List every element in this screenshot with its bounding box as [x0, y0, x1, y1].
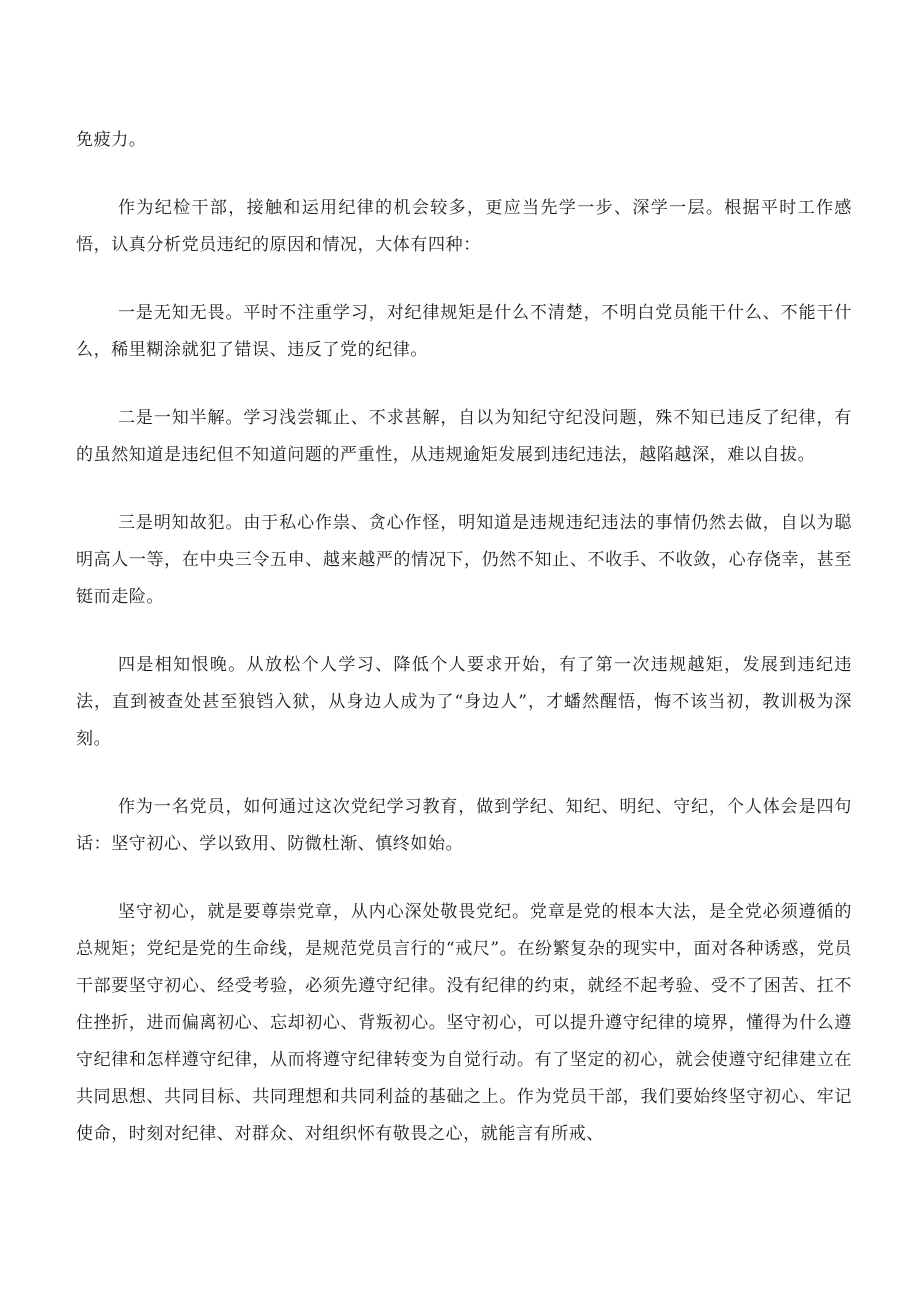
paragraph-intro: 作为纪检干部，接触和运用纪律的机会较多，更应当先学一步、深学一层。根据平时工作感悟，认真分析党员违纪的原因和情况，大体有四种：: [76, 198, 852, 255]
paragraph-summary: 作为一名党员，如何通过这次党纪学习教育，做到学纪、知纪、明纪、守纪，个人体会是四句话：坚守初心、学以致用、防微杜渐、慎终如始。: [76, 797, 852, 854]
paragraph-reason-2: 二是一知半解。学习浅尝辄止、不求甚解，自以为知纪守纪没问题，殊不知已违反了纪律，有的虽然知道是违纪但不知道问题的严重性，从违规逾矩发展到违纪违法，越陷越深，难以自拔。: [76, 408, 852, 465]
paragraph-continuation: 免疲力。: [76, 130, 147, 150]
paragraph-reason-3: 三是明知故犯。由于私心作祟、贪心作怪，明知道是违规违纪违法的事情仍然去做，自以为聪明高人一等，在中央三令五申、越来越严的情况下，仍然不知止、不收手、不收敛，心存侥幸，甚至铤而走险。: [76, 513, 852, 607]
paragraph-reason-1: 一是无知无畏。平时不注重学习，对纪律规矩是什么不清楚，不明白党员能干什么、不能干什么，稀里糊涂就犯了错误、违反了党的纪律。: [76, 303, 852, 360]
document-page: [76, 122, 852, 1184]
paragraph-keep-original-aspiration: 坚守初心，就是要尊崇党章，从内心深处敬畏党纪。党章是党的根本大法，是全党必须遵循的总规矩；党纪是党的生命线，是规范党员言行的“戒尺”。在纷繁复杂的现实中，面对各种诱惑，党员干部要坚守初心、经受考验，必须先遵守纪律。没有纪律的约束，就经不起考验、受不了困苦、扛不住挫折，进而偏离初心、忘却初心、背叛初心。坚守初心，可以提升遵守纪律的境界，懂得为什么遵守纪律和怎样遵守纪律，从而将遵守纪律转变为自觉行动。有了坚定的初心，就会使遵守纪律建立在共同思想、共同目标、共同理想和共同利益的基础之上。作为党员干部，我们要始终坚守初心、牢记使命，时刻对纪律、对群众、对组织怀有敬畏之心，就能言有所戒、: [76, 902, 852, 1144]
paragraph-reason-4: 四是相知恨晚。从放松个人学习、降低个人要求开始，有了第一次违规越矩，发展到违纪违法，直到被查处甚至狼铛入狱，从身边人成为了“身边人”，才蟠然醒悟，悔不该当初，教训极为深刻。: [76, 655, 852, 749]
